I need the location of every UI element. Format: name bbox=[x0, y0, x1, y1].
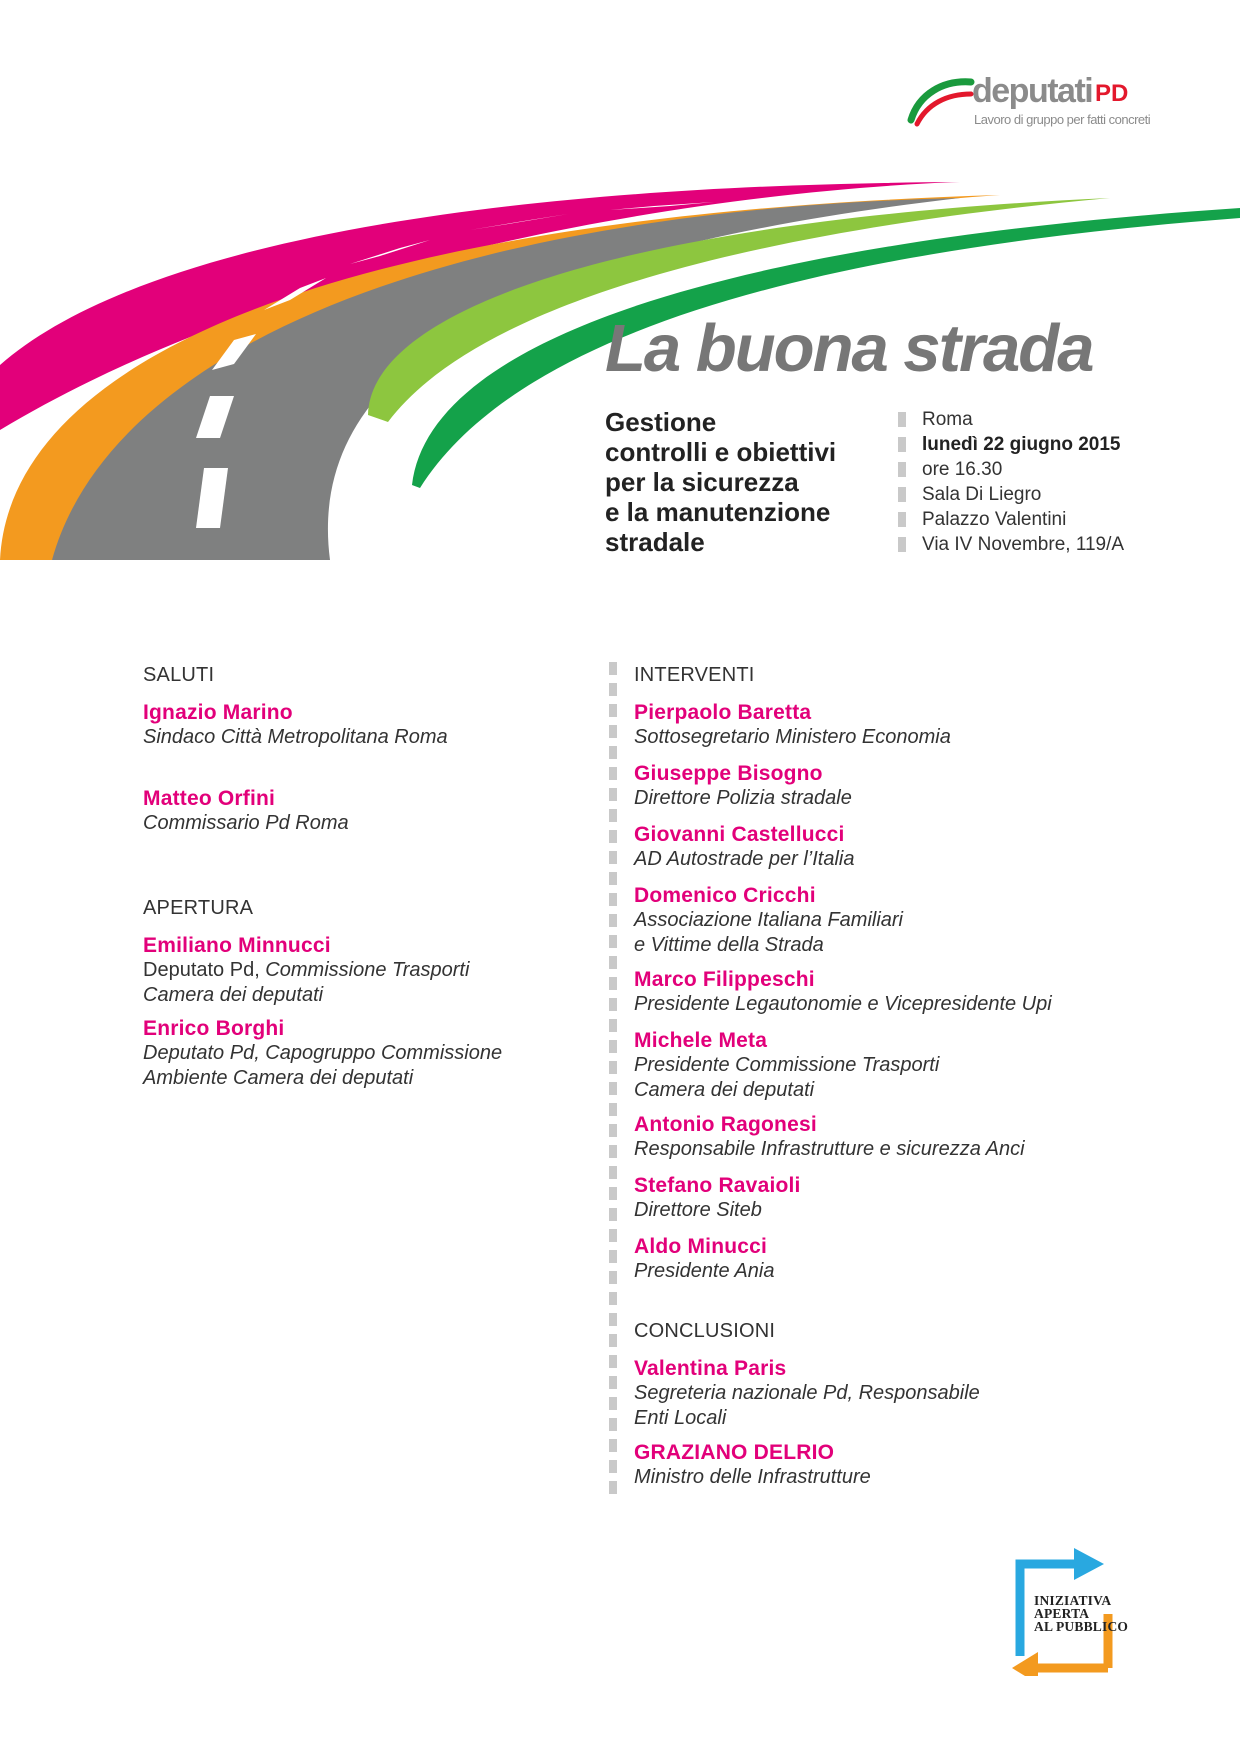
speaker-name: Aldo Minucci bbox=[634, 1235, 768, 1258]
speaker-name: Emiliano Minnucci bbox=[143, 934, 331, 957]
speaker bbox=[634, 701, 1154, 750]
logo-party: PD bbox=[1095, 80, 1129, 107]
speaker-name: Ignazio Marino bbox=[143, 701, 293, 724]
open-initiative-badge bbox=[1008, 1546, 1178, 1676]
speaker-role: Sindaco Città Metropolitana Roma bbox=[143, 726, 448, 748]
subtitle-line: controlli e obiettivi bbox=[605, 437, 837, 467]
detail-bar bbox=[898, 512, 906, 527]
logo-swoosh-icon bbox=[905, 72, 975, 132]
program-right-column bbox=[634, 664, 1154, 1490]
badge-line: AL PUBBLICO bbox=[1034, 1619, 1129, 1634]
speaker bbox=[143, 787, 583, 836]
detail-bar bbox=[898, 462, 906, 477]
speaker-name: Marco Filippeschi bbox=[634, 968, 815, 991]
subtitle-line: per la sicurezza bbox=[605, 467, 799, 497]
speaker bbox=[143, 934, 583, 1008]
speaker bbox=[634, 884, 1154, 958]
speaker-role: Deputato Pd, Capogruppo Commissione bbox=[143, 1042, 503, 1064]
speaker-name: Matteo Orfini bbox=[143, 787, 276, 810]
program-left-column bbox=[143, 664, 583, 1091]
role-prefix: Deputato Pd, bbox=[143, 959, 260, 981]
speaker-role: Presidente Legautonomie e Vicepresidente Upi bbox=[634, 993, 1052, 1015]
event-room: Sala Di Liegro bbox=[922, 483, 1042, 505]
speaker-role: Direttore Polizia stradale bbox=[634, 787, 852, 809]
section-interventi: INTERVENTI bbox=[634, 664, 755, 686]
section-saluti: SALUTI bbox=[143, 664, 215, 686]
speaker-role: Responsabile Infrastrutture e sicurezza Anci bbox=[634, 1138, 1025, 1160]
speaker-name: Giuseppe Bisogno bbox=[634, 762, 823, 785]
section-apertura: APERTURA bbox=[143, 897, 254, 919]
speaker-name: Enrico Borghi bbox=[143, 1017, 285, 1040]
speaker-role: Sottosegretario Ministero Economia bbox=[634, 726, 951, 748]
logo-word: deputati bbox=[972, 72, 1093, 110]
speaker-role: AD Autostrade per l’Italia bbox=[634, 848, 855, 870]
column-divider bbox=[609, 662, 617, 1502]
speaker-role-line2: Camera dei deputati bbox=[634, 1079, 815, 1101]
speaker-name: Giovanni Castellucci bbox=[634, 823, 845, 846]
speaker-name: Antonio Ragonesi bbox=[634, 1113, 817, 1136]
speaker bbox=[634, 1113, 1154, 1162]
speaker bbox=[634, 1235, 1154, 1284]
subtitle-line: stradale bbox=[605, 527, 705, 557]
speaker-name: Pierpaolo Baretta bbox=[634, 701, 812, 724]
event-city: Roma bbox=[922, 408, 973, 430]
speaker bbox=[143, 1017, 583, 1091]
speaker bbox=[634, 1174, 1154, 1223]
speaker-role bbox=[143, 958, 583, 983]
speaker-role-line2: Enti Locali bbox=[634, 1407, 727, 1429]
speaker-role-line2: Ambiente Camera dei deputati bbox=[143, 1067, 414, 1089]
speaker-role-line2: e Vittime della Strada bbox=[634, 934, 824, 956]
speaker-role: Ministro delle Infrastrutture bbox=[634, 1466, 871, 1488]
badge-line: APERTA bbox=[1034, 1606, 1090, 1621]
speaker-name: GRAZIANO DELRIO bbox=[634, 1441, 835, 1464]
speaker-name: Michele Meta bbox=[634, 1029, 768, 1052]
event-subtitle bbox=[605, 407, 895, 557]
event-date: lunedì 22 giugno 2015 bbox=[922, 433, 1121, 455]
badge-line: INIZIATIVA bbox=[1034, 1593, 1112, 1608]
speaker-role: Segreteria nazionale Pd, Responsabile bbox=[634, 1382, 980, 1404]
badge-text bbox=[1034, 1594, 1128, 1633]
event-address: Via IV Novembre, 119/A bbox=[922, 533, 1125, 555]
speaker-name: Valentina Paris bbox=[634, 1357, 787, 1380]
speaker bbox=[634, 1441, 1154, 1490]
speaker bbox=[634, 823, 1154, 872]
speaker bbox=[143, 701, 583, 750]
role-rest: Commissione Trasporti bbox=[259, 959, 470, 981]
detail-bar bbox=[898, 537, 906, 552]
section-conclusioni: CONCLUSIONI bbox=[634, 1320, 776, 1342]
speaker-role: Direttore Siteb bbox=[634, 1199, 762, 1221]
speaker-name: Domenico Cricchi bbox=[634, 884, 816, 907]
event-details bbox=[898, 407, 1124, 557]
speaker bbox=[634, 1357, 1154, 1431]
detail-bar bbox=[898, 487, 906, 502]
event-venue: Palazzo Valentini bbox=[922, 508, 1067, 530]
speaker-role-line2: Camera dei deputati bbox=[143, 984, 324, 1006]
speaker-role: Presidente Commissione Trasporti bbox=[634, 1054, 940, 1076]
event-time: ore 16.30 bbox=[922, 458, 1003, 480]
subtitle-line: e la manutenzione bbox=[605, 497, 831, 527]
deputati-pd-logo bbox=[905, 72, 1151, 132]
detail-bar bbox=[898, 437, 906, 452]
speaker-role: Associazione Italiana Familiari bbox=[634, 909, 904, 931]
subtitle-line: Gestione bbox=[605, 407, 717, 437]
speaker bbox=[634, 1029, 1154, 1103]
speaker bbox=[634, 762, 1154, 811]
speaker-role: Presidente Ania bbox=[634, 1260, 775, 1282]
page-title: La buona strada bbox=[605, 311, 1093, 386]
speaker-role: Commissario Pd Roma bbox=[143, 812, 349, 834]
speaker-name: Stefano Ravaioli bbox=[634, 1174, 801, 1197]
speaker bbox=[634, 968, 1154, 1017]
logo-tagline: Lavoro di gruppo per fatti concreti bbox=[974, 112, 1151, 127]
detail-bar bbox=[898, 412, 906, 427]
